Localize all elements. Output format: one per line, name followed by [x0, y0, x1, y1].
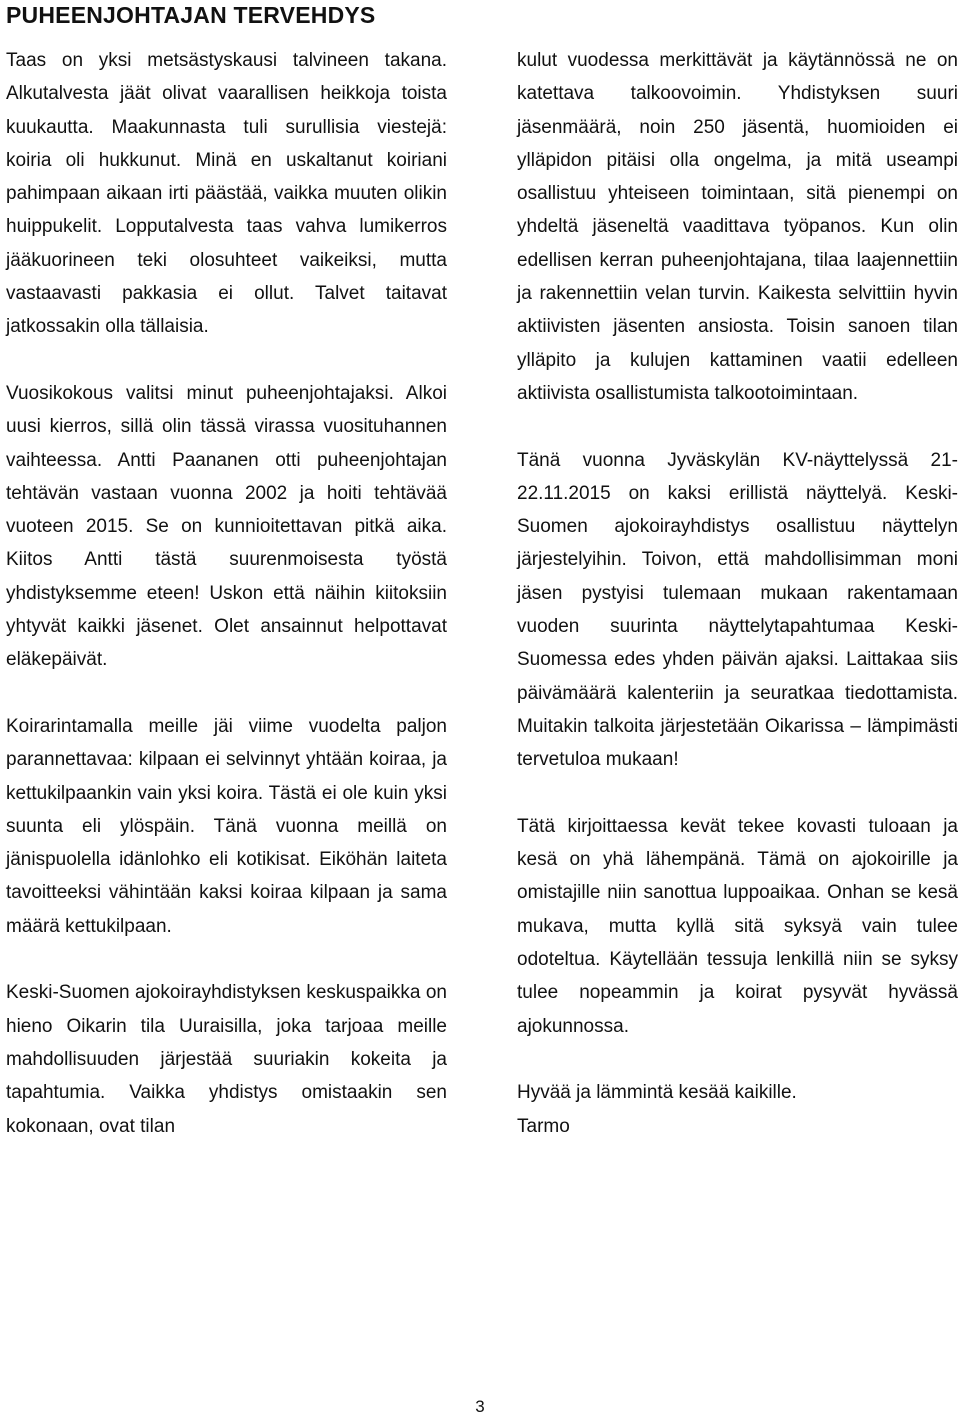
paragraph-hunting-season: Taas on yksi metsästyskausi talvineen takana. Alkutalvesta jäät olivat vaarallisen heikkoja toista kuukautta. Maakunnasta tuli surullisia viestejä: koiria oli hukkunut. Minä en uskaltanut koiriani pahimpaan aikaan irti päästää, vaikka muuten olikin huippukelit. Lopputalvesta taas vahva lumikerros jääkuorineen teki olosuhteet vaikeiksi, mutta vastaavasti pakkasia ei ollut. Talvet taitavat jatkossakin olla tällaisia.	[6, 50, 447, 338]
page-number: 3	[475, 1397, 485, 1416]
paragraph-estate-costs: kulut vuodessa merkittävät ja käytännössä ne on katettava talkoovoimin. Yhdistyksen suuri jäsenmäärä, noin 250 jäsentä, huomioiden ei ylläpidon pitäisi olla ongelma, ja mitä useampi osallistuu yhteiseen toimintaan, sitä pienempi on yhdeltä jäseneltä vaadittava työpanos. Kun olin edellisen kerran puheenjohtajana, tilaa laajennettiin ja rakennettiin velan turvin. Kaikesta selvittiin hyvin aktiivisten jäsenten ansiosta. Toisin sanoen tilan ylläpito ja kulujen kattaminen vaatii edelleen aktiivista osallistumista talkootoimintaan.	[517, 50, 958, 404]
paragraph-dog-trials: Koirarintamalla meille jäi viime vuodelta paljon parannettavaa: kilpaan ei selvinnyt yhtään koiraa, ja kettukilpaankin vain yksi koira. Tästä ei ole kuin yksi suunta eli ylöspäin. Tänä vuonna meillä on jänispuolella idänlohko eli kotikisat. Eiköhän laiteta tavoitteeksi vähintään kaksi koiraa kilpaan ja sama määrä kettukilpaan.	[6, 715, 447, 937]
right-column	[517, 44, 958, 1143]
paragraph-oikari-estate: Keski-Suomen ajokoirayhdistyksen keskuspaikka on hieno Oikarin tila Uuraisilla, joka tarjoaa meille mahdollisuuden järjestää suuriakin kokeita ja tapahtumia. Vaikka yhdistys omistaakin sen kokonaan, ovat tilan	[6, 982, 447, 1137]
paragraph-annual-meeting: Vuosikokous valitsi minut puheenjohtajaksi. Alkoi uusi kierros, sillä olin tässä virassa vuosituhannen vaihteessa. Antti Paananen otti puheenjohtajan tehtävän vastaan vuonna 2002 ja hoiti tehtävää vuoteen 2015. Se on kunnioitettavan pitkä aika. Kiitos Antti tästä suurenmoisesta työstä yhdistyksemme eteen! Uskon että näihin kiitoksiin yhtyvät kaikki jäsenet. Olet ansainnut helpottavat eläkepäivät.	[6, 382, 447, 671]
paragraph-dog-show: Tänä vuonna Jyväskylän KV-näyttelyssä 21-22.11.2015 on kaksi erillistä näyttelyä. Keski-Suomen ajokoirayhdistys osallistuu näyttelyn järjestelyihin. Toivon, että mahdollisimman moni jäsen pystyisi tulemaan mukaan rakentamaan vuoden suurinta näyttelytapahtumaa Keski-Suomessa edes yhden päivän ajaksi. Laittakaa siis päivämäärä kalenteriin ja seuratkaa tiedottamista. Muitakin talkoita järjestetään Oikarissa – lämpimästi tervetuloa mukaan!	[517, 449, 958, 771]
signature: Tarmo	[517, 1115, 570, 1137]
left-column	[6, 44, 447, 1143]
page-title: PUHEENJOHTAJAN TERVEHDYS	[6, 2, 376, 28]
closing-greeting: Hyvää ja lämmintä kesää kaikille.	[517, 1082, 797, 1104]
paragraph-summer: Tätä kirjoittaessa kevät tekee kovasti tuloaan ja kesä on yhä lähempänä. Tämä on ajokoirille ja omistajille niin sanottua luppoaikaa. Onhan se kesä mukava, mutta kyllä sitä syksyä vain tulee odoteltua. Käytellään tessuja lenkillä niin se syksy tulee nopeammin ja koirat pysyvät hyvässä ajokunnossa.	[517, 815, 958, 1037]
